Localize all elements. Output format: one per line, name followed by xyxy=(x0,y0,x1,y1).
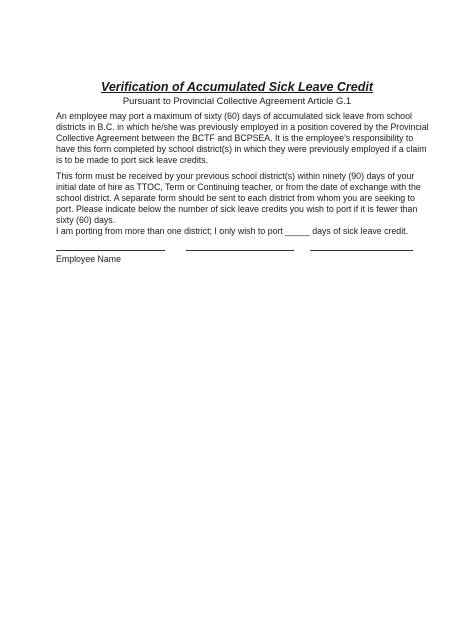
employee-name-label: Employee Name xyxy=(56,254,122,264)
paragraph-line: have this form completed by school district(s) in which they were previously employed if a claim xyxy=(56,143,427,154)
paragraph-line: An employee may port a maximum of sixty (60) days of accumulated sick leave from school xyxy=(56,111,412,121)
paragraph-line: school district. A separate form should be sent to each district from whom you are seeking to xyxy=(56,192,415,203)
employee-name-line[interactable] xyxy=(56,250,165,251)
signature-line-3[interactable] xyxy=(310,250,413,251)
document-title: Verification of Accumulated Sick Leave Credit xyxy=(100,80,374,94)
paragraph-line: Collective Agreement between the BCTF and BCPSEA. It is the employee’s responsibility to xyxy=(56,132,414,143)
signature-line-2[interactable] xyxy=(186,250,294,251)
paragraph-line: is to be made to port sick leave credits. xyxy=(56,154,209,165)
paragraph-line: initial date of hire as TTOC, Term or Continuing teacher, or from the date of exchange with the xyxy=(56,181,421,192)
paragraph-line: port. Please indicate below the number of sick leave credits you wish to port if it is fewer than xyxy=(56,203,418,214)
paragraph-line: districts in B.C. in which he/she was previously employed in a position covered by the Provincial xyxy=(56,121,429,132)
document-subtitle: Pursuant to Provincial Collective Agreement Article G.1 xyxy=(122,95,352,106)
port-days-statement: I am porting from more than one district; I only wish to port _____ days of sick leave credit. xyxy=(56,225,409,236)
deadline-paragraph xyxy=(56,171,428,236)
paragraph-line: This form must be received by your previous school district(s) within ninety (90) days of your xyxy=(56,171,415,181)
paragraph-line: sixty (60) days. xyxy=(56,214,116,225)
eligibility-paragraph xyxy=(56,111,428,166)
